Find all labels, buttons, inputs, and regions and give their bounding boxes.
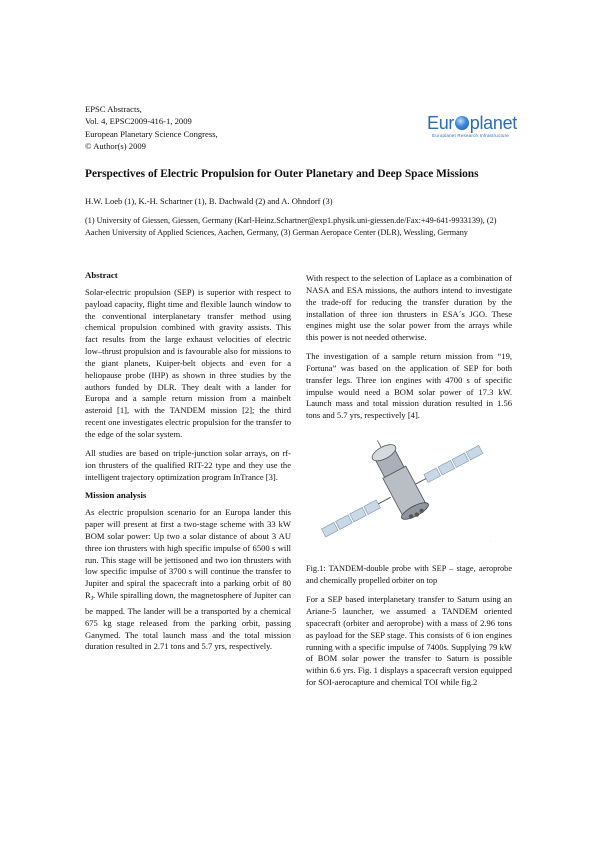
header-line-3: European Planetary Science Congress,	[85, 128, 218, 139]
figure-1-caption: Fig.1: TANDEM-double probe with SEP – stage, aeroprobe and chemically propelled orbiter on top	[306, 564, 512, 586]
tandem-spacecraft-figure	[306, 429, 512, 555]
logo-text-left: Eur	[427, 113, 455, 133]
header-line-1: EPSC Abstracts,	[85, 104, 142, 114]
header-line-2: Vol. 4, EPSC2009-416-1, 2009	[85, 116, 192, 127]
abstract-heading: Abstract	[85, 270, 118, 280]
mission-text-part-1: As electric propulsion scenario for an Europa lander this paper will present at first a two-stage scheme with 33 kW BOM solar power: Up two a solar distance of about 3 AU three ion thrusters with high specific impulse of 6500 s will run. This stage will be jettisoned and two ion thrusters with low specific impulse of 3700 s will continue the transfer to Jupiter and spiral the spacecraft into a parking orbit of 80 R	[85, 507, 291, 601]
laplace-paragraph: With respect to the selection of Laplace as a combination of NASA and ESA missions, the authors intend to investigate the trade-off for reducing the transfer duration by the installation of three ion thrusters in ESA´s JGO. These engines might use the solar power from the arrays while this power is not needed otherwise.	[306, 273, 512, 343]
logo-wordmark	[427, 113, 517, 133]
saturn-transfer-paragraph: For a SEP based interplanetary transfer to Saturn using an Ariane-5 launcher, we assumed a TANDEM oriented spacecraft (orbiter and aeroprobe) with a mass of 2.96 tons as payload for the SEP stage. This consists of 6 ion engines running with a specific impulse of 7400s. Supplying 79 kW of BOM solar power the transfer to Saturn is possible within 6.6 yrs. Fig. 1 displays a spacecraft version equipped for SOI-aerocapture and chemical TOI while fig.2	[306, 594, 512, 688]
globe-icon	[455, 116, 469, 130]
svg-text:.: .	[490, 538, 492, 544]
logo-text-right: planet	[469, 113, 517, 133]
abstract-paragraph-2: All studies are based on triple-junction solar arrays, on rf-ion thrusters of the qualified RIT-22 type and they use the intelligent trajectory optimization program InTrance [3].	[85, 447, 291, 482]
europlanet-logo	[427, 113, 517, 147]
mission-text-part-2: . While spiralling down, the magnetosphere of Jupiter can be mapped. The lander will be a transported by a chemical 675 kg stage released from the parking orbit, passing Ganymed. The total launch mass and the total mission duration resulted in 2.71 tons and 5.7 yrs, respectively.	[85, 590, 291, 652]
abstract-paragraph-1: Solar-electric propulsion (SEP) is superior with respect to payload capacity, flight time and flexible launch window to the conventional interplanetary transfer method using chemical propulsion combined with gravity assists. This fact results from the large exhaust velocities of electric low–thrust propulsion and is favourable also for missions to the giant planets, Kuiper-belt objects and even for a heliopause probe (IHP) as shown in three studies by the authors funded by DLR. They dealt with a lander for Europa and a sample return mission from a mainbelt asteroid [1], with the TANDEM mission [2]; the third recent one investigates electric propulsion for the transfer to the edge of the solar system.	[85, 286, 291, 439]
tandem-spacecraft-illustration	[306, 429, 512, 555]
citation-header	[85, 103, 218, 152]
author-list: H.W. Loeb (1), K.-H. Schartner (1), B. Dachwald (2) and A. Ohndorf (3)	[85, 196, 333, 206]
header-line-4: © Author(s) 2009	[85, 140, 146, 151]
affiliations: (1) University of Giessen, Giessen, Germany (Karl-Heinz.Schartner@exp1.physik.uni-giessen.de/Fax:+49-641-9933139), (2) Aachen University of Applied Sciences, Aachen, Germany, (3) German Aeropace Center (DLR), Wessling, Germany	[85, 216, 497, 238]
mission-analysis-paragraph	[85, 507, 291, 653]
logo-subtitle: Europlanet Research Infrastructure	[432, 133, 509, 138]
jupiter-radius-subscript: J	[90, 596, 94, 603]
mission-analysis-heading: Mission analysis	[85, 490, 147, 501]
fortuna-paragraph: The investigation of a sample return mission from “19, Fortuna” was based on the application of SEP for both transfer legs. Three ion engines with 4700 s of specific impulse would need a BOM solar power of 17.3 kW. Launch mass and total mission duration resulted in 1.56 tons and 5.7 yrs, respectively [4].	[306, 351, 512, 421]
paper-title: Perspectives of Electric Propulsion for Outer Planetary and Deep Space Missions	[85, 168, 479, 180]
right-column	[306, 273, 512, 696]
left-column	[85, 270, 291, 660]
